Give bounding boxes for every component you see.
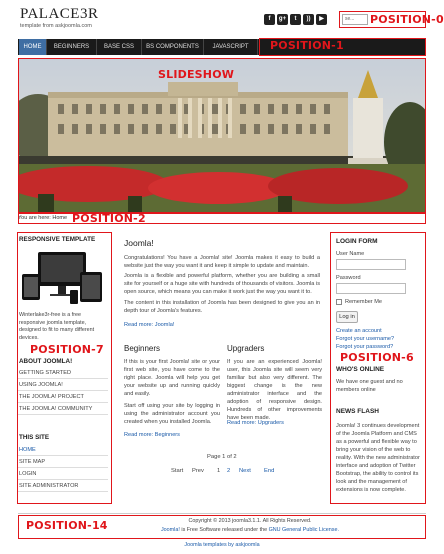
menu-site-map[interactable]: SITE MAP: [18, 457, 108, 468]
facebook-icon[interactable]: f: [264, 14, 275, 25]
news-flash-text: Joomla! 3 continues development of the Joomla Platform and CMS as a powerful and flexible way to bring your vision of the web to reality. With the new administrator interface and adoption of Twitter Bootstrap, the ability to control its look and the management of extensions is now complete.: [336, 423, 420, 493]
pager-next[interactable]: Next: [239, 468, 251, 474]
responsive-text: Winterlake3r-free is a free responsive joomla template, designed to fit to many different devices.: [19, 312, 95, 341]
responsive-title: RESPONSIVE TEMPLATE: [19, 236, 96, 243]
menu-joomla-project[interactable]: THE JOOMLA! PROJECT: [18, 392, 108, 403]
create-account-link[interactable]: Create an account: [336, 328, 382, 334]
position-6-label: POSITION-6: [340, 351, 414, 364]
pager-page-2[interactable]: 2: [227, 468, 231, 474]
whos-online-title: WHO'S ONLINE: [336, 366, 385, 373]
username-field[interactable]: [336, 259, 406, 270]
youtube-icon[interactable]: ▶: [316, 14, 327, 25]
search-input[interactable]: se...: [342, 14, 368, 25]
menu-joomla-community[interactable]: THE JOOMLA! COMMUNITY: [18, 404, 108, 415]
page-counter: Page 1 of 2: [207, 454, 237, 460]
this-site-title: THIS SITE: [19, 434, 50, 441]
position-2-label: POSITION-2: [72, 212, 146, 225]
login-button[interactable]: Log in: [336, 311, 358, 323]
site-logo[interactable]: PALACE3R: [20, 6, 99, 22]
remember-me-label: Remember Me: [345, 299, 382, 305]
forgot-password-link[interactable]: Forgot your password?: [336, 344, 394, 350]
templates-credit-link[interactable]: Joomla templates by askjoomla: [184, 542, 260, 548]
position-1-label: POSITION-1: [270, 39, 344, 52]
slideshow-box: [18, 58, 426, 213]
article-p3: The content in this installation of Joomla has been designed to give you an in depth tour of Joomla's features.: [124, 300, 320, 314]
read-more-beginners[interactable]: Read more: Beginners: [124, 432, 180, 438]
menu-using-joomla[interactable]: USING JOOMLA!: [18, 380, 108, 391]
menu-login[interactable]: LOGIN: [18, 469, 108, 480]
menu-site-administrator[interactable]: SITE ADMINISTRATOR: [18, 481, 108, 492]
read-more-upgraders[interactable]: Read more: Upgraders: [227, 420, 284, 426]
nav-home[interactable]: HOME: [19, 39, 47, 55]
license-text: is Free Software released under the: [179, 527, 269, 533]
menu-home[interactable]: HOME: [18, 445, 108, 456]
beginners-p2: Start off using your site by logging in using the administrator account you created when you installed Joomla.: [124, 403, 220, 425]
nav-base-css[interactable]: BASE CSS: [97, 39, 142, 55]
beginners-p1: If this is your first Joomla! site or your first web site, you have come to the right place. Joomla will help you get your website up and running quickly and easily.: [124, 359, 220, 397]
password-field[interactable]: [336, 283, 406, 294]
footer-copyright: Copyright © 2013 joomla3.1.1. All Rights Reserved.: [188, 518, 312, 524]
pager-start: Start: [171, 468, 184, 474]
footer-divider: [18, 513, 426, 514]
whos-online-text: We have one guest and no members online: [336, 379, 403, 393]
remember-me-checkbox[interactable]: [336, 299, 342, 305]
about-joomla-title: ABOUT JOOMLA!: [19, 358, 73, 365]
beginners-title: Beginners: [124, 344, 161, 353]
position-7-label: POSITION-7: [30, 343, 104, 356]
article-p2: Joomla is a flexible and powerful platform, whether you are building a small site for yourself or a huge site with hundreds of thousands of visitors. Joomla is open source, which means you can make it work just the way you want it to.: [124, 273, 320, 295]
pager-page-1: 1: [217, 468, 221, 474]
username-label: User Name: [336, 251, 365, 257]
password-label: Password: [336, 275, 361, 281]
rss-icon[interactable]: )): [303, 14, 314, 25]
nav-javascript[interactable]: JAVASCRIPT: [204, 39, 258, 55]
article-p1: Congratulations! You have a Joomla! site! Joomla makes it easy to build a website just the way you want it and keep it simple to update and maintain.: [124, 255, 320, 269]
news-flash-title: NEWS FLASH: [336, 408, 379, 415]
googleplus-icon[interactable]: g+: [277, 14, 288, 25]
forgot-username-link[interactable]: Forgot your username?: [336, 336, 395, 342]
twitter-icon[interactable]: t: [290, 14, 301, 25]
joomla-link[interactable]: Joomla!: [160, 527, 180, 533]
devices-image: [20, 250, 106, 308]
breadcrumb: You are here: Home: [18, 215, 68, 221]
site-tagline: template from askjoomla.com: [20, 23, 92, 29]
pager-end[interactable]: End: [264, 468, 275, 474]
upgraders-p1: If you are an experienced Joomla! user, this Joomla site will seem very familiar but also very different. The biggest change is the new administrator interface and the adoption of responsive design. Hundreds of other improvements have been made.: [227, 359, 322, 421]
position-14-label: POSITION-14: [26, 519, 108, 532]
position-0-label: POSITION-0: [370, 13, 444, 26]
menu-getting-started[interactable]: GETTING STARTED: [18, 368, 108, 379]
pager-prev: Prev: [192, 468, 204, 474]
footer-license: [118, 527, 382, 533]
slideshow-label: SLIDESHOW: [158, 68, 235, 81]
upgraders-title: Upgraders: [227, 344, 265, 353]
gnu-license-link[interactable]: GNU General Public License.: [268, 527, 339, 533]
nav-beginners[interactable]: BEGINNERS: [47, 39, 97, 55]
login-form-title: LOGIN FORM: [336, 238, 378, 245]
article-title: Joomla!: [124, 238, 154, 248]
read-more-joomla[interactable]: Read more: Joomla!: [124, 322, 175, 328]
nav-bs-components[interactable]: BS COMPONENTS: [142, 39, 204, 55]
